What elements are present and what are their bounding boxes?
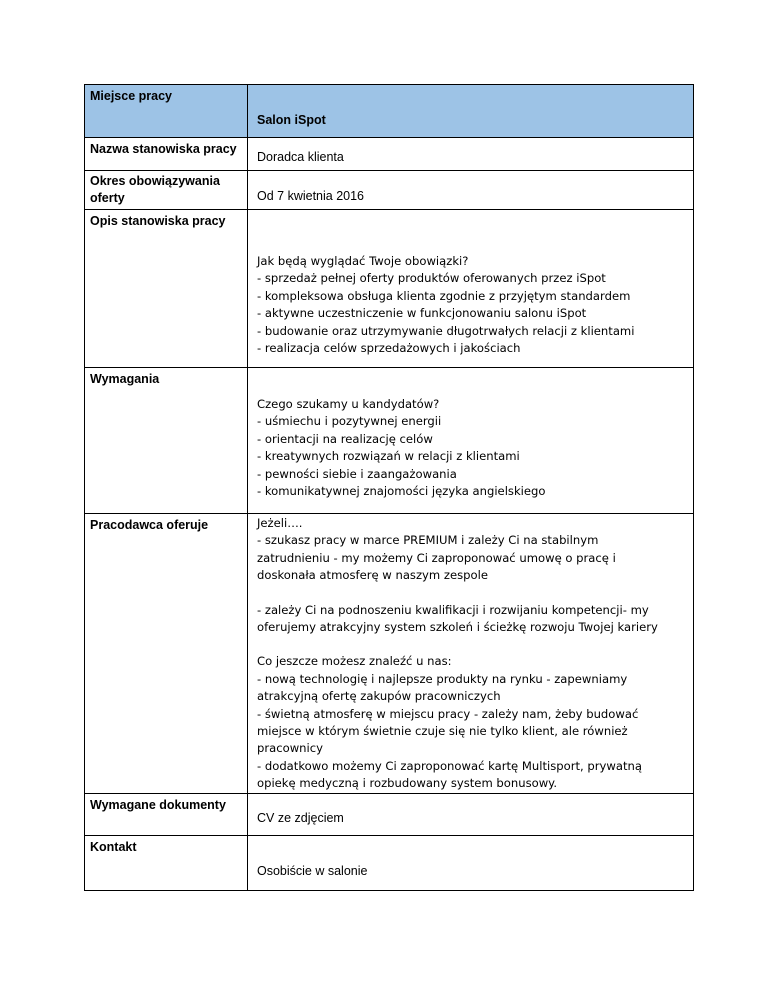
offer-line: - zależy Ci na podnoszeniu kwalifikacji i rozwijaniu kompetencji- my [257,602,649,617]
offer-line: - świetną atmosferę w miejscu pracy - zależy nam, żeby budować [257,706,639,721]
job-offer-table [84,84,694,891]
value-position: Doradca klienta [257,150,344,164]
label-cell-documents [85,793,248,835]
offer-line: Co jeszcze możesz znaleźć u nas: [257,654,452,669]
label-validity: Okres obowiązywania oferty [90,174,220,205]
value-documents: CV ze zdjęciem [257,810,344,825]
description-item: - realizacja celów sprzedażowych i jakościach [257,341,521,356]
job-offer-sheet [84,84,693,891]
row-validity [85,171,694,210]
label-cell-validity [85,171,248,210]
offer-line: opiekę medyczną i rozbudowany system bonusowy. [257,776,558,791]
description-item: - budowanie oraz utrzymywanie długotrwałych relacji z klientami [257,323,635,338]
row-requirements [85,368,694,514]
label-offer: Pracodawca oferuje [90,518,209,532]
value-validity: Od 7 kwietnia 2016 [257,189,365,203]
row-documents [85,793,694,835]
label-documents: Wymagane dokumenty [90,797,226,812]
value-cell-requirements [248,368,694,514]
offer-line: - nową technologię i najlepsze produkty na rynku - zapewniamy [257,671,628,686]
requirements-item: - pewności siebie i zaangażowania [257,466,457,481]
value-cell-position [248,138,694,171]
label-requirements: Wymagania [90,372,160,386]
description-item: - aktywne uczestniczenie w funkcjonowaniu salonu iSpot [257,306,587,321]
value-contact: Osobiście w salonie [257,863,368,878]
value-cell-workplace [248,85,694,138]
label-position: Nazwa stanowiska pracy [90,142,237,156]
row-contact [85,835,694,890]
description-heading: Jak będą wyglądać Twoje obowiązki? [257,254,469,268]
label-description: Opis stanowiska pracy [90,214,226,228]
label-cell-requirements [85,368,248,514]
requirements-item: - uśmiechu i pozytywnej energii [257,414,442,429]
offer-line: miejsce w którym świetnie czuje się nie tylko klient, ale również [257,724,628,739]
label-cell-workplace [85,85,248,138]
offer-line: - szukasz pracy w marce PREMIUM i zależy Ci na stabilnym [257,533,599,548]
offer-text [248,514,693,793]
offer-line: atrakcyjną ofertę zakupów pracowniczych [257,689,501,704]
offer-line: oferujemy atrakcyjny system szkoleń i ścieżkę rozwoju Twojej kariery [257,620,658,635]
value-cell-contact [248,835,694,890]
requirements-item: - kreatywnych rozwiązań w relacji z klientami [257,449,520,464]
label-cell-position [85,138,248,171]
row-position [85,138,694,171]
value-cell-offer [248,514,694,794]
offer-line: zatrudnieniu - my możemy Ci zaproponować umowę o pracę i [257,550,616,565]
description-item: - sprzedaż pełnej oferty produktów oferowanych przez iSpot [257,271,606,286]
value-cell-validity [248,171,694,210]
requirements-item: - orientacji na realizację celów [257,431,433,446]
offer-line: Jeżeli…. [257,516,303,530]
requirements-item: - komunikatywnej znajomości języka angielskiego [257,484,546,499]
label-cell-description [85,210,248,368]
label-contact: Kontakt [90,839,137,854]
label-cell-offer [85,514,248,794]
paragraph-gap [257,636,687,653]
row-workplace [85,85,694,138]
value-cell-description [248,210,694,368]
offer-line: doskonała atmosferę w naszym zespole [257,568,488,583]
description-text [248,210,693,357]
description-item: - kompleksowa obsługa klienta zgodnie z przyjętym standardem [257,288,631,303]
row-description [85,210,694,368]
offer-line: pracownicy [257,741,323,756]
offer-line: - dodatkowo możemy Ci zaproponować kartę Multisport, prywatną [257,758,642,773]
row-offer [85,514,694,794]
label-cell-contact [85,835,248,890]
label-workplace: Miejsce pracy [90,89,172,103]
paragraph-gap [257,585,687,602]
requirements-heading: Czego szukamy u kandydatów? [257,397,440,411]
value-cell-documents [248,793,694,835]
requirements-text [248,368,693,500]
value-workplace: Salon iSpot [257,113,326,127]
